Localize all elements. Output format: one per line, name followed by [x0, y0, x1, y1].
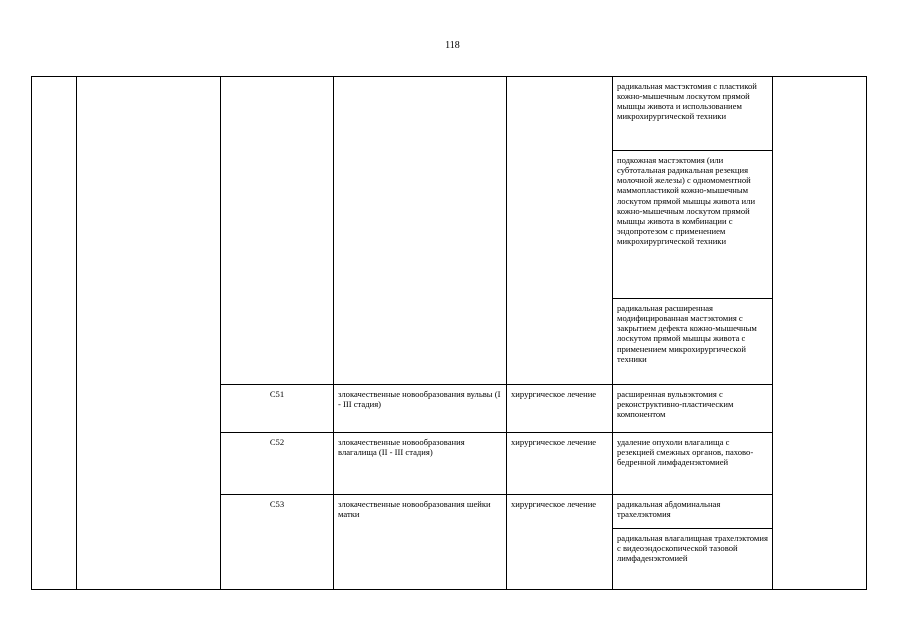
code-cell [221, 77, 334, 385]
method-cell: радикальная расширенная модифицированная мастэктомия с закрытием дефекта кожно-мышечным лоскутом прямой мышцы живота с применением микрохирургической техники [613, 299, 773, 385]
col-cost-cell [773, 77, 867, 590]
method-cell: удаление опухоли влагалища с резекцией смежных органов, пахово-бедренной лимфаденэктомией [613, 433, 773, 495]
col-number-cell [32, 77, 77, 590]
code-cell: C51 [221, 385, 334, 433]
code-cell: C52 [221, 433, 334, 495]
table-row [32, 77, 867, 151]
diagnosis-cell: злокачественные новообразования вульвы (I - III стадия) [334, 385, 507, 433]
method-cell: радикальная абдоминальная трахелэктомия [613, 495, 773, 529]
method-cell: радикальная мастэктомия с пластикой кожно-мышечным лоскутом прямой мышцы живота и использованием микрохирургической техники [613, 77, 773, 151]
treatment-type-cell: хирургическое лечение [507, 433, 613, 495]
diagnosis-cell: злокачественные новообразования шейки матки [334, 495, 507, 590]
treatment-type-cell: хирургическое лечение [507, 495, 613, 590]
method-cell: расширенная вульвэктомия с реконструктивно-пластическим компонентом [613, 385, 773, 433]
page-number: 118 [445, 40, 460, 51]
diagnosis-cell [334, 77, 507, 385]
treatment-type-cell: хирургическое лечение [507, 385, 613, 433]
code-cell: C53 [221, 495, 334, 590]
col-name-cell [77, 77, 221, 590]
method-cell: подкожная мастэктомия (или субтотальная радикальная резекция молочной железы) с одномоментной маммопластикой кожно-мышечным лоскутом прямой мышцы живота или кожно-мышечным лоскутом прямой мышцы живота в комбинации с эндопротезом с применением микрохирургической техники [613, 151, 773, 299]
method-cell: радикальная влагалищная трахелэктомия с видеоэндоскопической тазовой лимфаденэктомией [613, 529, 773, 590]
medical-services-table [31, 76, 867, 590]
diagnosis-cell: злокачественные новообразования влагалища (II - III стадия) [334, 433, 507, 495]
treatment-type-cell [507, 77, 613, 385]
